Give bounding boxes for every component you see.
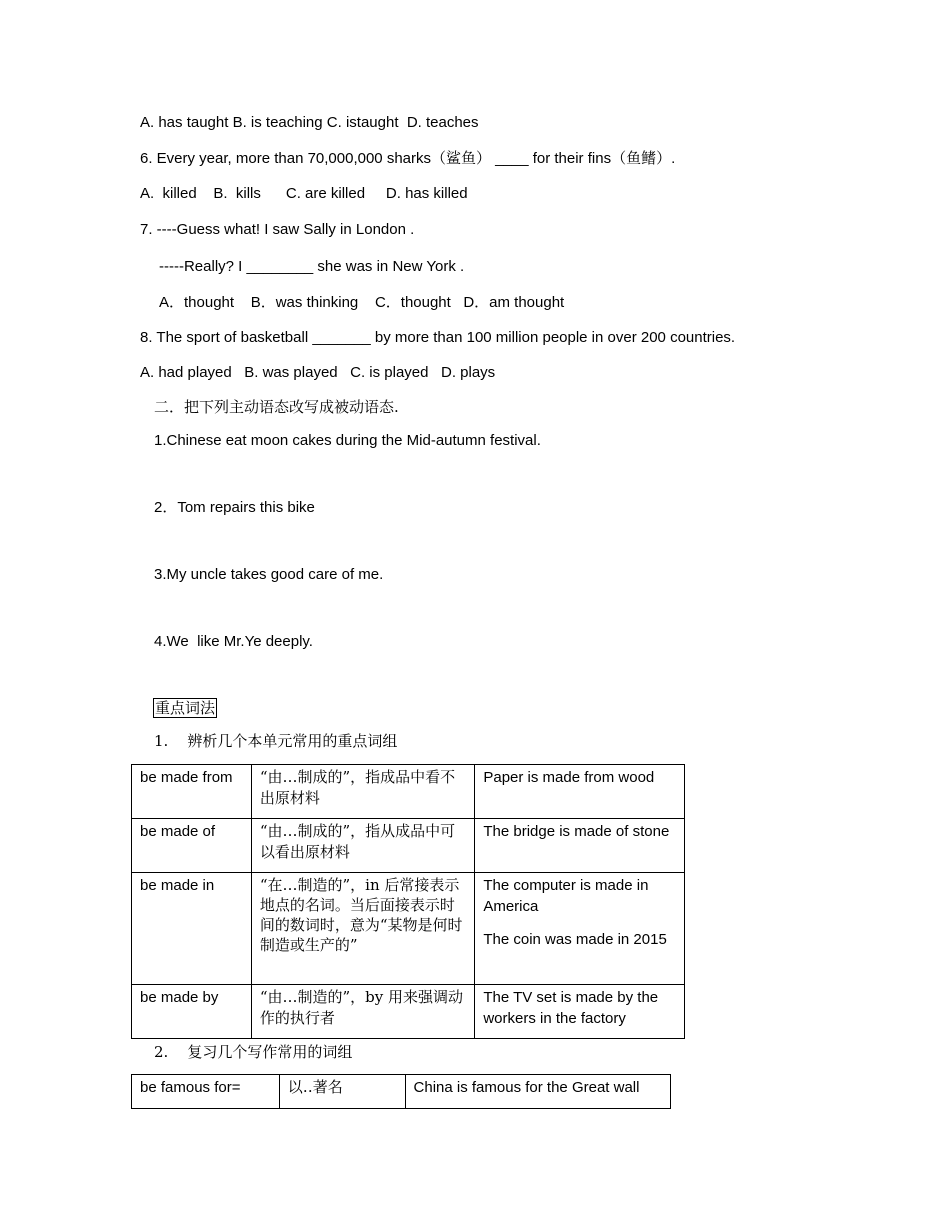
table-row [132, 765, 685, 819]
question-7: 7. ----Guess what! I saw Sally in London . [140, 221, 415, 238]
example-text: The coin was made in 2015 [483, 931, 667, 948]
phrase-table-1 [131, 764, 685, 1039]
phrase-cell: be famous for= [132, 1075, 280, 1109]
example-cell [475, 873, 685, 985]
example-text: The TV set is made by the workers in the factory [483, 989, 659, 1027]
phrase-cell: be made by [132, 985, 252, 1039]
example-cell [475, 819, 685, 873]
table-row [132, 819, 685, 873]
meaning-cell: “由…制造的”，by 用来强调动作的执行者 [251, 985, 475, 1039]
key-usage-heading: 重点词法 [155, 699, 216, 717]
example-text: The computer is made in America [483, 877, 649, 915]
sentence-4: 4.We like Mr.Ye deeply. [154, 633, 313, 650]
section-2-title: 二．把下列主动语态改写成被动语态. [154, 398, 399, 416]
table-row [132, 1075, 671, 1109]
table-row [132, 985, 685, 1039]
meaning-cell: “由…制成的”，指成品中看不出原材料 [251, 765, 475, 819]
sentence-3: 3.My uncle takes good care of me. [154, 566, 384, 583]
meaning-cell: 以‥著名 [279, 1075, 405, 1109]
meaning-cell: “在…制造的”，in 后常接表示地点的名词。当后面接表示时间的数词时，意为“某物是何时制造或生产的” [251, 873, 475, 985]
phrase-cell: be made of [132, 819, 252, 873]
subheading-2: 2. 复习几个写作常用的词组 [154, 1043, 353, 1061]
sentence-1: 1.Chinese eat moon cakes during the Mid-autumn festival. [154, 432, 541, 449]
example-text: The bridge is made of stone [483, 823, 670, 840]
example-cell [475, 985, 685, 1039]
example-text: Paper is made from wood [483, 769, 655, 786]
example-cell: China is famous for the Great wall [405, 1075, 670, 1109]
phrase-cell: be made in [132, 873, 252, 985]
subheading-1: 1. 辨析几个本单元常用的重点词组 [154, 732, 398, 750]
question-7-reply: -----Really? I ________ she was in New York . [159, 258, 465, 275]
phrase-cell: be made from [132, 765, 252, 819]
question-8: 8. The sport of basketball _______ by more than 100 million people in over 200 countries. [140, 329, 736, 346]
phrase-table-2 [131, 1074, 671, 1109]
question-6: 6. Every year, more than 70,000,000 sharks（鲨鱼） ____ for their fins（鱼鳍）. [140, 150, 676, 167]
meaning-cell: “由…制成的”，指从成品中可以看出原材料 [251, 819, 475, 873]
table-row [132, 873, 685, 985]
question-7-options: A．thought B．was thinking C．thought D．am thought [159, 294, 565, 311]
question-8-options: A. had played B. was played C. is played D. plays [140, 364, 496, 381]
question-5-options: A. has taught B. is teaching C. istaught D. teaches [140, 114, 479, 131]
question-6-options: A. killed B. kills C. are killed D. has killed [140, 185, 468, 202]
example-cell [475, 765, 685, 819]
sentence-2: 2．Tom repairs this bike [154, 499, 315, 516]
